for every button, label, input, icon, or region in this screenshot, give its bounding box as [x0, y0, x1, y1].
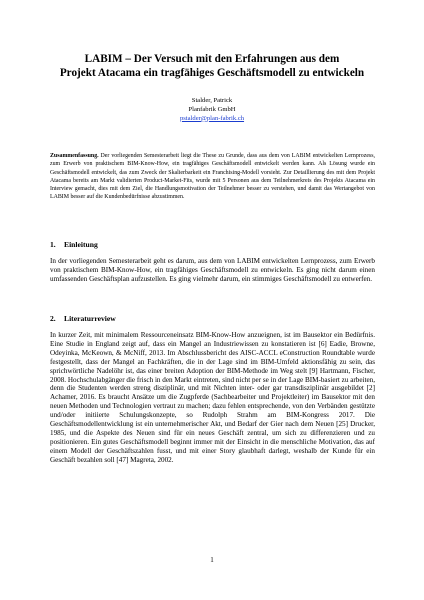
section-heading-literaturreview — [50, 314, 116, 324]
abstract-label: Zusammenfassung. — [50, 153, 99, 159]
section-title: Literaturreview — [64, 314, 116, 323]
title-line-2: Projekt Atacama ein tragfähiges Geschäftsmodell zu entwickeln — [59, 67, 365, 79]
author-block — [40, 97, 384, 123]
author-affiliation: Planfabrik GmbH — [188, 105, 236, 113]
section-heading-einleitung — [50, 240, 98, 250]
abstract-text: Der vorliegenden Semesterarbeit liegt die These zu Grunde, dass aus dem von LABIM entwickelten Lernprozess, zum Erwerb von praktischem BIM-Know-How, ein tragfähiges Geschäftsmodell entwickelt werden kann. Als Lösung wurde ein Geschäftsmodell entwickelt, das zum Zweck der Skalierbarkeit ein Franchising-Modell vorsieht. Zur Detaillierung des mit dem Projekt Atacama bereits am Markt validierten Product-Market-Fits, wurde mit 5 Personen aus dem Teilnehmerkreis des Projekts Atacama ein Interview gemacht, dies mit dem Ziel, die Handlungsmotivation der Teilnehmer besser zu verstehen, und damit das Wertangebot von LABIM besser auf die Kundenbedürfnisse abzustimmen. — [50, 153, 375, 201]
section-number: 1. — [50, 240, 56, 249]
page-number: 1 — [210, 556, 214, 564]
author-email-link[interactable]: pstalder@plan-fabrik.ch — [179, 114, 245, 122]
section-body-einleitung: In der vorliegenden Semesterarbeit geht es darum, aus dem von LABIM entwickelten Lernprozess, zum Erwerb von praktischem BIM-Know-How, ein tragfähiges Geschäftsmodell zu entwickeln. Es ging nicht darum einen umfassenden Geschäftsplan aufzustellen. Es ging vielmehr darum, ein stimmiges Geschäftsmodell zu entwerfen. — [50, 257, 375, 283]
title-line-1: LABIM – Der Versuch mit den Erfahrungen aus dem — [84, 53, 340, 65]
section-body-literaturreview: In kurzer Zeit, mit minimalem Ressourceneinsatz BIM-Know-How anzueignen, ist im Bausektor ein Bedürfnis. Eine Studie in England zeigt auf, dass ein Mangel an Industriewissen zu konstatieren ist [6] Eadie, Browne, Odeyinka, McKeown, & McNiff, 2013. Im Abschlussbericht des AISC-ACCL eConstruction Roundtable wurde festgestellt, dass der Mangel an Fachkräften, die in der Lage sind im BIM-Umfeld aktionsfähig zu sein, das sprichwörtliche Nadelöhr ist, das einer breiten Adoption der BIM-Methode im Weg stelt [9] Hartmann, Fischer, 2008. Hochschulabgänger die frisch in den Markt eintreten, sind nicht per se in der Lage BIM-basiert zu arbeiten, denn die Studenten werden streng disziplinär, und mit Nichten inter- oder gar transdisziplinär ausgebildet [2] Achamer, 2016. Es braucht Ansätze um die Zugpferde (Sachbearbeiter und Projektleiter) im Bausektor mit den neuen Methoden und Technologien vertraut zu machen; dazu fehlen entsprechende, von den Verbänden gestützte und/oder initiierte Schulungskonzepte, so Rudolph Strahm am BIM-Kongress 2017. Die Geschäftsmodellentwicklung ist ein unternehmerischer Akt, und Bedarf der Gier nach dem Neuen [25] Drucker, 1985, und die Aspekte des Neuen sind für ein neues Geschäft zentral, um sich zu differenzieren und zu positionieren. Ein gutes Geschäftsmodell beginnt immer mit der Einsicht in die menschliche Motivation, das auf einem Modell der Geschäftszahlen fusst, und mit einer Story glaubhaft darlegt, weshalb der Kunde für ein Geschäft bezahlen soll [47] Magreta, 2002. — [50, 331, 375, 464]
paper-title — [40, 52, 384, 80]
abstract — [50, 152, 375, 202]
section-number: 2. — [50, 314, 56, 323]
author-name: Stalder, Patrick — [191, 97, 233, 104]
section-title: Einleitung — [64, 240, 98, 249]
